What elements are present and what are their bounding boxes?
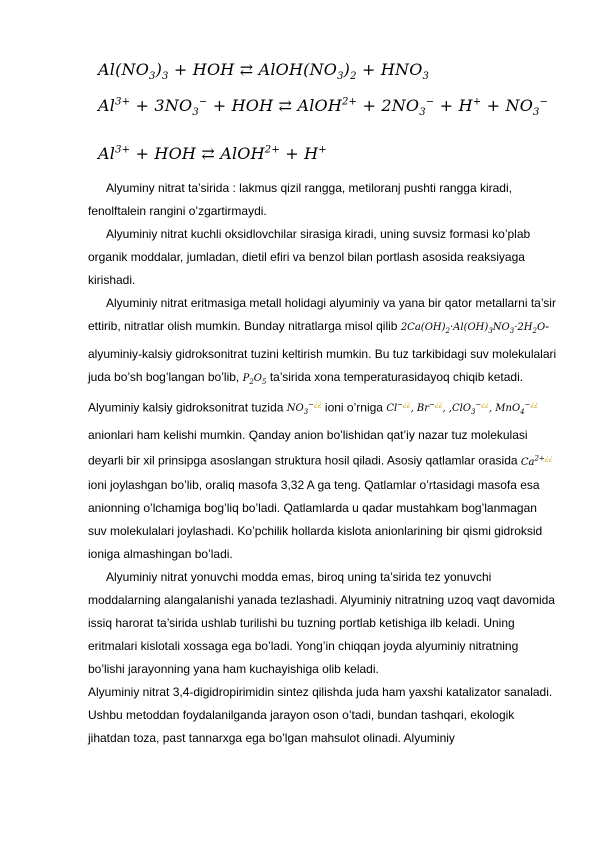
formula-ca: $Ca^{2+¿¿}$ — [520, 454, 553, 468]
paragraph-flammability: Alyuminiy nitrat yonuvchi modda emas, biroq uning ta’sirida tez yonuvchi moddalarning alangalanishi yanada tezlashadi. Alyuminiy nitratning uzoq vaqt davomida issiq harorat ta’sirida ushlab turilishi bu tuzning portlab ketishiga ilb keladi. Uning eritmalari kislotali xossaga ega bo’ladi. Yong’in chiqqan joyda alyuminiy nitratning bo’lishi jarayonning yana ham kuchayishiga olib keladi. — [88, 569, 555, 676]
formula-anions: Cl−¿¿, Br−¿¿, ,ClO$_3$−¿¿, MnO$_4$−¿¿ — [386, 401, 539, 417]
equation-3-render: $Al^{3+}$ + HOH ⇄ AlOH$^{2+}$ + H+ — [98, 144, 327, 163]
equation-1 — [98, 60, 429, 82]
paragraph-oxidizer: Alyuminiy nitrat kuchli oksidlovchilar sirasiga kiradi, uning suvsiz formasi ko’plab organik moddalar, jumladan, dietil efiri va benzol bilan portlash asosida reaksiyaga kirishadi. — [88, 227, 531, 287]
paragraph-nitrates-part-f: ioni joylashgan bo’lib, oraliq masofa 3,32 A ga teng. Qatlamlar o’rtasidagi masofa esa anionning o’lchamiga bog’liq bo’ladi. Qatlamlarda u qadar mustahkam bog’lanmagan suv molekulalari joylashadi. Ko’pchilik hollarda kislota anionlarining bir qismi gidroksid ioniga almashingan bo’ladi. — [88, 477, 543, 561]
paragraph-nitrates-part-b: -alyuminiy-kalsiy gidroksonitrat tuzini keltirish mumkin. Bu tuz tarkibidagi suv molekulalari juda bo’sh bog’langan bo’lib, — [88, 319, 557, 384]
paragraph-nitrates-part-d: ioni o’rniga — [324, 400, 383, 415]
paragraph-nitrates-part-c: ta’sirida xona temperaturasidayoq chiqib ketadi. Alyuminiy kalsiy gidroksonitrat tuzida — [88, 370, 524, 415]
formula-salt: $2Ca(OH)_2\cdot Al(OH)_3NO_3\cdot 2H_2O$ — [400, 322, 546, 335]
formula-p2o5: $P_2O_5$ — [242, 373, 267, 386]
equation-3 — [98, 144, 327, 163]
formula-no3: $NO_3^{-¿¿}$ — [286, 401, 322, 417]
equation-1-render: $Al(NO_3)_3$ + HOH ⇄ $AlOH(NO_3)_2 + HNO_3$ — [98, 60, 430, 83]
paragraph-nitrates-part-e: anionlari ham kelishi mumkin. Qanday anion bo’lishidan qat’iy nazar tuz molekulasi deyarli bir xil prinsipga asoslangan struktura hosil qiladi. Asosiy qatlamlar orasida — [88, 428, 528, 468]
paragraph-catalyst: Alyuminiy nitrat 3,4-digidropirimidin sintez qilishda juda ham yaxshi katalizator sanaladi. Ushbu metoddan foydalanilganda jarayon oson o’tadi, bundan tashqari, ekologik jihatdan toza, past tannarxga ega bo’lgan mahsulot olinadi. Alyuminiy — [88, 684, 553, 745]
equation-2-render: $Al^{3+} + 3NO_3^-$ + HOH ⇄ AlOH$^{2+}$ + $2NO_3^- + H^+ + NO_3^-$ — [98, 96, 549, 119]
paragraph-nitrates — [88, 292, 558, 566]
paragraph-nitrates-part-a: Alyuminiy nitrat eritmasiga metall holidagi alyuminiy va yana bir qator metallarni ta’sir ettirib, nitratlar olish mumkin. Bunday nitratlarga misol qilib — [88, 296, 556, 333]
paragraph-indicators: Alyuminy nitrat ta’sirida : lakmus qizil rangga, metiloranj pushti rangga kiradi, fenolftalein rangini o’zgartirmaydi. — [88, 181, 512, 218]
document-body — [88, 177, 558, 750]
equation-2 — [98, 96, 548, 118]
